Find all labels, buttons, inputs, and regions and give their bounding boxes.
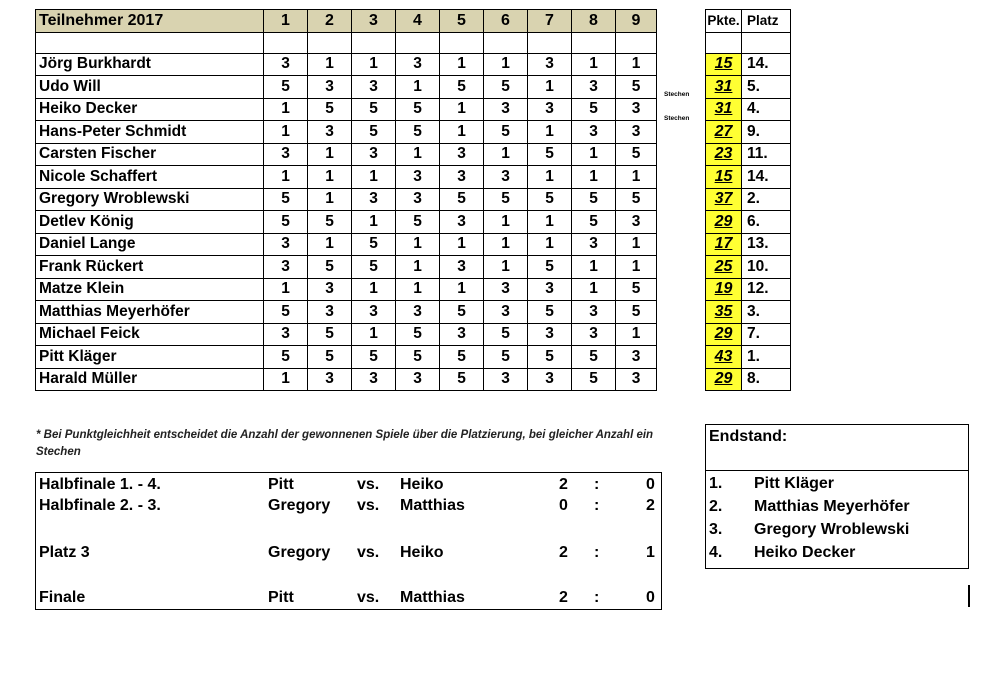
round-6-score[interactable]: 5 <box>484 76 528 99</box>
rank-cell[interactable]: 2. <box>742 188 791 211</box>
blank-cell[interactable] <box>572 32 616 53</box>
round-6-score[interactable]: 3 <box>484 278 528 301</box>
score-separator: : <box>594 497 600 514</box>
round-6-score[interactable]: 5 <box>484 346 528 369</box>
playoff-match-row <box>36 589 661 611</box>
final-name: Heiko Decker <box>754 544 856 561</box>
round-4-score[interactable]: 5 <box>396 346 440 369</box>
player-two: Heiko <box>400 476 444 493</box>
round-7-score[interactable]: 1 <box>528 233 572 256</box>
match-round-label: Finale <box>39 589 86 606</box>
round-9-score[interactable]: 3 <box>616 98 657 121</box>
round-4-score[interactable]: 1 <box>396 143 440 166</box>
table-row <box>36 256 657 279</box>
blank-cell[interactable] <box>36 32 264 53</box>
round-7-score[interactable]: 3 <box>528 368 572 391</box>
participant-name[interactable]: Carsten Fischer <box>36 143 264 166</box>
round-1-score[interactable]: 5 <box>264 188 308 211</box>
player-one: Pitt <box>268 476 294 493</box>
round-2-score[interactable]: 5 <box>308 323 352 346</box>
round-9-score[interactable]: 1 <box>616 256 657 279</box>
final-rank: 3. <box>709 521 723 538</box>
match-round-label: Platz 3 <box>39 544 90 561</box>
score-header-row <box>706 10 791 33</box>
round-4-score[interactable]: 3 <box>396 368 440 391</box>
score-two: 1 <box>646 544 655 561</box>
participant-name[interactable]: Pitt Kläger <box>36 346 264 369</box>
blank-cell[interactable] <box>396 32 440 53</box>
score-two: 2 <box>646 497 655 514</box>
round-9-score[interactable]: 5 <box>616 188 657 211</box>
round-6-score[interactable]: 5 <box>484 323 528 346</box>
round-1-score[interactable]: 5 <box>264 76 308 99</box>
participant-name[interactable]: Matthias Meyerhöfer <box>36 301 264 324</box>
round-4-score[interactable]: 1 <box>396 76 440 99</box>
score-two: 0 <box>646 589 655 606</box>
round-7-score[interactable]: 5 <box>528 143 572 166</box>
round-5-score[interactable]: 1 <box>440 278 484 301</box>
round-2-score[interactable]: 3 <box>308 278 352 301</box>
blank-cell[interactable] <box>440 32 484 53</box>
round-5-score[interactable]: 5 <box>440 301 484 324</box>
tiebreak-note: Stechen <box>664 90 690 98</box>
round-3-score[interactable]: 5 <box>352 98 396 121</box>
rank-cell[interactable]: 14. <box>742 53 791 76</box>
player-two: Matthias <box>400 497 465 514</box>
blank-cell[interactable] <box>264 32 308 53</box>
round-9-score[interactable]: 5 <box>616 278 657 301</box>
participant-name[interactable]: Heiko Decker <box>36 98 264 121</box>
table-header-row <box>36 10 657 33</box>
points-cell[interactable]: 31 <box>706 98 742 121</box>
divider <box>706 470 968 471</box>
round-9-score[interactable]: 1 <box>616 323 657 346</box>
blank-cell[interactable] <box>706 32 742 53</box>
participant-name[interactable]: Udo Will <box>36 76 264 99</box>
round-4-score[interactable]: 5 <box>396 98 440 121</box>
score-row <box>706 211 791 234</box>
round-7-score[interactable]: 1 <box>528 121 572 144</box>
round-4-score[interactable]: 3 <box>396 166 440 189</box>
round-2-score[interactable]: 1 <box>308 143 352 166</box>
round-6-score[interactable]: 5 <box>484 188 528 211</box>
round-3-score[interactable]: 3 <box>352 301 396 324</box>
participant-name[interactable]: Nicole Schaffert <box>36 166 264 189</box>
points-cell[interactable]: 25 <box>706 256 742 279</box>
participant-name[interactable]: Daniel Lange <box>36 233 264 256</box>
round-8-score[interactable]: 1 <box>572 166 616 189</box>
round-1-score[interactable]: 3 <box>264 143 308 166</box>
blank-cell[interactable] <box>352 32 396 53</box>
round-2-score[interactable]: 1 <box>308 233 352 256</box>
round-5-score[interactable]: 3 <box>440 256 484 279</box>
round-9-score[interactable]: 3 <box>616 211 657 234</box>
footnote: * Bei Punktgleichheit entscheidet die Anzahl der gewonnenen Spiele über die Platzierung, bei gleicher Anzahl ein Stechen <box>36 429 654 458</box>
round-9-score[interactable]: 3 <box>616 346 657 369</box>
text-cursor <box>968 585 970 607</box>
rank-cell[interactable]: 4. <box>742 98 791 121</box>
table-row <box>36 346 657 369</box>
rank-cell[interactable]: 6. <box>742 211 791 234</box>
score-one: 0 <box>559 497 568 514</box>
points-cell[interactable]: 29 <box>706 211 742 234</box>
final-rank: 2. <box>709 498 723 515</box>
round-3-score[interactable]: 1 <box>352 166 396 189</box>
participant-name[interactable]: Michael Feick <box>36 323 264 346</box>
round-4-score[interactable]: 1 <box>396 233 440 256</box>
participant-name[interactable]: Gregory Wroblewski <box>36 188 264 211</box>
points-cell[interactable]: 37 <box>706 188 742 211</box>
table-row <box>36 143 657 166</box>
round-9-score[interactable]: 1 <box>616 53 657 76</box>
participant-name[interactable]: Detlev König <box>36 211 264 234</box>
final-name: Gregory Wroblewski <box>754 521 910 538</box>
score-row <box>706 368 791 391</box>
round-6-score[interactable]: 3 <box>484 301 528 324</box>
round-5-score[interactable]: 3 <box>440 211 484 234</box>
round-1-score[interactable]: 1 <box>264 121 308 144</box>
round-3-score[interactable]: 3 <box>352 76 396 99</box>
versus-label: vs. <box>357 476 380 493</box>
rank-cell[interactable]: 8. <box>742 368 791 391</box>
player-one: Pitt <box>268 589 294 606</box>
round-9-score[interactable]: 3 <box>616 121 657 144</box>
blank-cell[interactable] <box>528 32 572 53</box>
round-9-score[interactable]: 5 <box>616 301 657 324</box>
header-round-5[interactable]: 5 <box>440 10 484 33</box>
score-row <box>706 98 791 121</box>
table-row <box>36 211 657 234</box>
round-2-score[interactable]: 1 <box>308 53 352 76</box>
round-2-score[interactable]: 5 <box>308 98 352 121</box>
round-2-score[interactable]: 1 <box>308 166 352 189</box>
round-3-score[interactable]: 5 <box>352 233 396 256</box>
round-2-score[interactable]: 5 <box>308 211 352 234</box>
round-2-score[interactable]: 1 <box>308 188 352 211</box>
player-two: Matthias <box>400 589 465 606</box>
rank-cell[interactable]: 14. <box>742 166 791 189</box>
round-9-score[interactable]: 3 <box>616 368 657 391</box>
points-cell[interactable]: 27 <box>706 121 742 144</box>
points-cell[interactable]: 23 <box>706 143 742 166</box>
blank-cell[interactable] <box>484 32 528 53</box>
round-6-score[interactable]: 3 <box>484 98 528 121</box>
round-7-score[interactable]: 5 <box>528 346 572 369</box>
round-6-score[interactable]: 1 <box>484 256 528 279</box>
round-5-score[interactable]: 5 <box>440 188 484 211</box>
tiebreak-note: Stechen <box>664 114 690 122</box>
round-8-score[interactable]: 1 <box>572 53 616 76</box>
playoff-match-row <box>36 497 661 519</box>
rank-cell[interactable]: 3. <box>742 301 791 324</box>
round-9-score[interactable]: 1 <box>616 233 657 256</box>
round-3-score[interactable]: 5 <box>352 256 396 279</box>
score-table <box>705 9 791 391</box>
round-3-score[interactable]: 1 <box>352 323 396 346</box>
round-1-score[interactable]: 1 <box>264 368 308 391</box>
round-8-score[interactable]: 5 <box>572 98 616 121</box>
round-8-score[interactable]: 5 <box>572 211 616 234</box>
round-7-score[interactable]: 1 <box>528 76 572 99</box>
blank-row <box>706 32 791 53</box>
round-5-score[interactable]: 1 <box>440 98 484 121</box>
rank-cell[interactable]: 12. <box>742 278 791 301</box>
blank-cell[interactable] <box>742 32 791 53</box>
round-4-score[interactable]: 3 <box>396 301 440 324</box>
header-rank[interactable]: Platz <box>742 10 791 33</box>
round-9-score[interactable]: 5 <box>616 143 657 166</box>
round-6-score[interactable]: 1 <box>484 53 528 76</box>
participant-name[interactable]: Matze Klein <box>36 278 264 301</box>
final-rank: 1. <box>709 475 723 492</box>
blank-row <box>36 32 657 53</box>
round-4-score[interactable]: 1 <box>396 278 440 301</box>
round-6-score[interactable]: 5 <box>484 121 528 144</box>
participants-table <box>35 9 657 391</box>
rank-cell[interactable]: 9. <box>742 121 791 144</box>
round-8-score[interactable]: 1 <box>572 278 616 301</box>
round-5-score[interactable]: 1 <box>440 121 484 144</box>
final-name: Matthias Meyerhöfer <box>754 498 910 515</box>
round-7-score[interactable]: 5 <box>528 188 572 211</box>
round-7-score[interactable]: 5 <box>528 256 572 279</box>
participant-name[interactable]: Jörg Burkhardt <box>36 53 264 76</box>
score-separator: : <box>594 589 600 606</box>
score-separator: : <box>594 544 600 561</box>
round-8-score[interactable]: 3 <box>572 121 616 144</box>
round-5-score[interactable]: 5 <box>440 76 484 99</box>
table-row <box>36 323 657 346</box>
round-5-score[interactable]: 3 <box>440 323 484 346</box>
score-row <box>706 143 791 166</box>
round-8-score[interactable]: 3 <box>572 323 616 346</box>
round-2-score[interactable]: 3 <box>308 76 352 99</box>
points-cell[interactable]: 43 <box>706 346 742 369</box>
round-1-score[interactable]: 3 <box>264 256 308 279</box>
round-8-score[interactable]: 3 <box>572 233 616 256</box>
header-round-4[interactable]: 4 <box>396 10 440 33</box>
round-5-score[interactable]: 5 <box>440 368 484 391</box>
header-round-8[interactable]: 8 <box>572 10 616 33</box>
round-5-score[interactable]: 3 <box>440 166 484 189</box>
score-row <box>706 53 791 76</box>
round-9-score[interactable]: 5 <box>616 76 657 99</box>
round-8-score[interactable]: 1 <box>572 256 616 279</box>
round-6-score[interactable]: 1 <box>484 233 528 256</box>
round-5-score[interactable]: 5 <box>440 346 484 369</box>
points-cell[interactable]: 19 <box>706 278 742 301</box>
table-row <box>36 233 657 256</box>
round-6-score[interactable]: 3 <box>484 368 528 391</box>
round-6-score[interactable]: 3 <box>484 166 528 189</box>
round-2-score[interactable]: 5 <box>308 256 352 279</box>
round-3-score[interactable]: 1 <box>352 53 396 76</box>
header-round-3[interactable]: 3 <box>352 10 396 33</box>
final-standing-item <box>709 498 910 516</box>
round-3-score[interactable]: 3 <box>352 188 396 211</box>
score-row <box>706 323 791 346</box>
points-cell[interactable]: 31 <box>706 76 742 99</box>
rank-cell[interactable]: 5. <box>742 76 791 99</box>
table-row <box>36 278 657 301</box>
round-3-score[interactable]: 3 <box>352 368 396 391</box>
table-row <box>36 301 657 324</box>
score-separator: : <box>594 476 600 493</box>
round-6-score[interactable]: 1 <box>484 211 528 234</box>
header-round-7[interactable]: 7 <box>528 10 572 33</box>
player-one: Gregory <box>268 497 331 514</box>
round-5-score[interactable]: 3 <box>440 143 484 166</box>
final-standing-item <box>709 544 855 562</box>
header-round-9[interactable]: 9 <box>616 10 657 33</box>
round-7-score[interactable]: 1 <box>528 211 572 234</box>
score-one: 2 <box>559 544 568 561</box>
round-1-score[interactable]: 1 <box>264 278 308 301</box>
table-row <box>36 188 657 211</box>
round-5-score[interactable]: 1 <box>440 53 484 76</box>
match-round-label: Halbfinale 1. - 4. <box>39 476 161 493</box>
score-row <box>706 76 791 99</box>
final-standing-item <box>709 475 834 493</box>
round-1-score[interactable]: 3 <box>264 233 308 256</box>
score-row <box>706 346 791 369</box>
points-cell[interactable]: 29 <box>706 323 742 346</box>
round-8-score[interactable]: 1 <box>572 143 616 166</box>
participant-name[interactable]: Harald Müller <box>36 368 264 391</box>
round-1-score[interactable]: 5 <box>264 211 308 234</box>
round-1-score[interactable]: 1 <box>264 98 308 121</box>
rank-cell[interactable]: 13. <box>742 233 791 256</box>
table-row <box>36 166 657 189</box>
final-name: Pitt Kläger <box>754 475 835 492</box>
round-2-score[interactable]: 3 <box>308 301 352 324</box>
participant-name[interactable]: Frank Rückert <box>36 256 264 279</box>
round-1-score[interactable]: 5 <box>264 346 308 369</box>
header-round-1[interactable]: 1 <box>264 10 308 33</box>
round-3-score[interactable]: 5 <box>352 121 396 144</box>
header-round-2[interactable]: 2 <box>308 10 352 33</box>
round-8-score[interactable]: 3 <box>572 301 616 324</box>
final-standing-item <box>709 521 909 539</box>
blank-cell[interactable] <box>616 32 657 53</box>
score-row <box>706 256 791 279</box>
round-1-score[interactable]: 3 <box>264 323 308 346</box>
round-3-score[interactable]: 3 <box>352 143 396 166</box>
round-1-score[interactable]: 3 <box>264 53 308 76</box>
round-3-score[interactable]: 1 <box>352 278 396 301</box>
round-7-score[interactable]: 1 <box>528 166 572 189</box>
score-row <box>706 278 791 301</box>
round-2-score[interactable]: 3 <box>308 368 352 391</box>
table-row <box>36 121 657 144</box>
round-7-score[interactable]: 3 <box>528 323 572 346</box>
round-7-score[interactable]: 5 <box>528 301 572 324</box>
rank-cell[interactable]: 7. <box>742 323 791 346</box>
round-8-score[interactable]: 5 <box>572 346 616 369</box>
score-row <box>706 121 791 144</box>
round-3-score[interactable]: 1 <box>352 211 396 234</box>
round-4-score[interactable]: 5 <box>396 323 440 346</box>
score-two: 0 <box>646 476 655 493</box>
table-row <box>36 98 657 121</box>
score-row <box>706 166 791 189</box>
round-4-score[interactable]: 5 <box>396 211 440 234</box>
versus-label: vs. <box>357 544 380 561</box>
playoff-match-row <box>36 476 661 498</box>
match-round-label: Halbfinale 2. - 3. <box>39 497 161 514</box>
round-1-score[interactable]: 5 <box>264 301 308 324</box>
round-4-score[interactable]: 3 <box>396 188 440 211</box>
round-7-score[interactable]: 3 <box>528 53 572 76</box>
header-round-6[interactable]: 6 <box>484 10 528 33</box>
score-one: 2 <box>559 589 568 606</box>
round-2-score[interactable]: 5 <box>308 346 352 369</box>
rank-cell[interactable]: 10. <box>742 256 791 279</box>
round-3-score[interactable]: 5 <box>352 346 396 369</box>
round-4-score[interactable]: 3 <box>396 53 440 76</box>
points-cell[interactable]: 29 <box>706 368 742 391</box>
versus-label: vs. <box>357 497 380 514</box>
round-8-score[interactable]: 3 <box>572 76 616 99</box>
participant-name[interactable]: Hans-Peter Schmidt <box>36 121 264 144</box>
score-row <box>706 301 791 324</box>
points-cell[interactable]: 15 <box>706 53 742 76</box>
points-cell[interactable]: 17 <box>706 233 742 256</box>
points-cell[interactable]: 35 <box>706 301 742 324</box>
round-4-score[interactable]: 1 <box>396 256 440 279</box>
playoffs-box <box>35 472 662 610</box>
rank-cell[interactable]: 1. <box>742 346 791 369</box>
playoff-match-row <box>36 544 661 566</box>
round-9-score[interactable]: 1 <box>616 166 657 189</box>
player-two: Heiko <box>400 544 444 561</box>
blank-cell[interactable] <box>308 32 352 53</box>
round-6-score[interactable]: 1 <box>484 143 528 166</box>
score-one: 2 <box>559 476 568 493</box>
round-4-score[interactable]: 5 <box>396 121 440 144</box>
versus-label: vs. <box>357 589 380 606</box>
points-cell[interactable]: 15 <box>706 166 742 189</box>
table-row <box>36 53 657 76</box>
score-row <box>706 233 791 256</box>
round-1-score[interactable]: 1 <box>264 166 308 189</box>
player-one: Gregory <box>268 544 331 561</box>
round-5-score[interactable]: 1 <box>440 233 484 256</box>
round-2-score[interactable]: 3 <box>308 121 352 144</box>
round-8-score[interactable]: 5 <box>572 188 616 211</box>
header-points[interactable]: Pkte. <box>706 10 742 33</box>
round-7-score[interactable]: 3 <box>528 278 572 301</box>
rank-cell[interactable]: 11. <box>742 143 791 166</box>
header-participants[interactable]: Teilnehmer 2017 <box>36 10 264 33</box>
final-standings-box <box>705 424 969 569</box>
score-row <box>706 188 791 211</box>
final-rank: 4. <box>709 544 723 561</box>
round-7-score[interactable]: 3 <box>528 98 572 121</box>
table-row <box>36 368 657 391</box>
table-row <box>36 76 657 99</box>
final-standings-title: Endstand: <box>709 428 788 445</box>
round-8-score[interactable]: 5 <box>572 368 616 391</box>
